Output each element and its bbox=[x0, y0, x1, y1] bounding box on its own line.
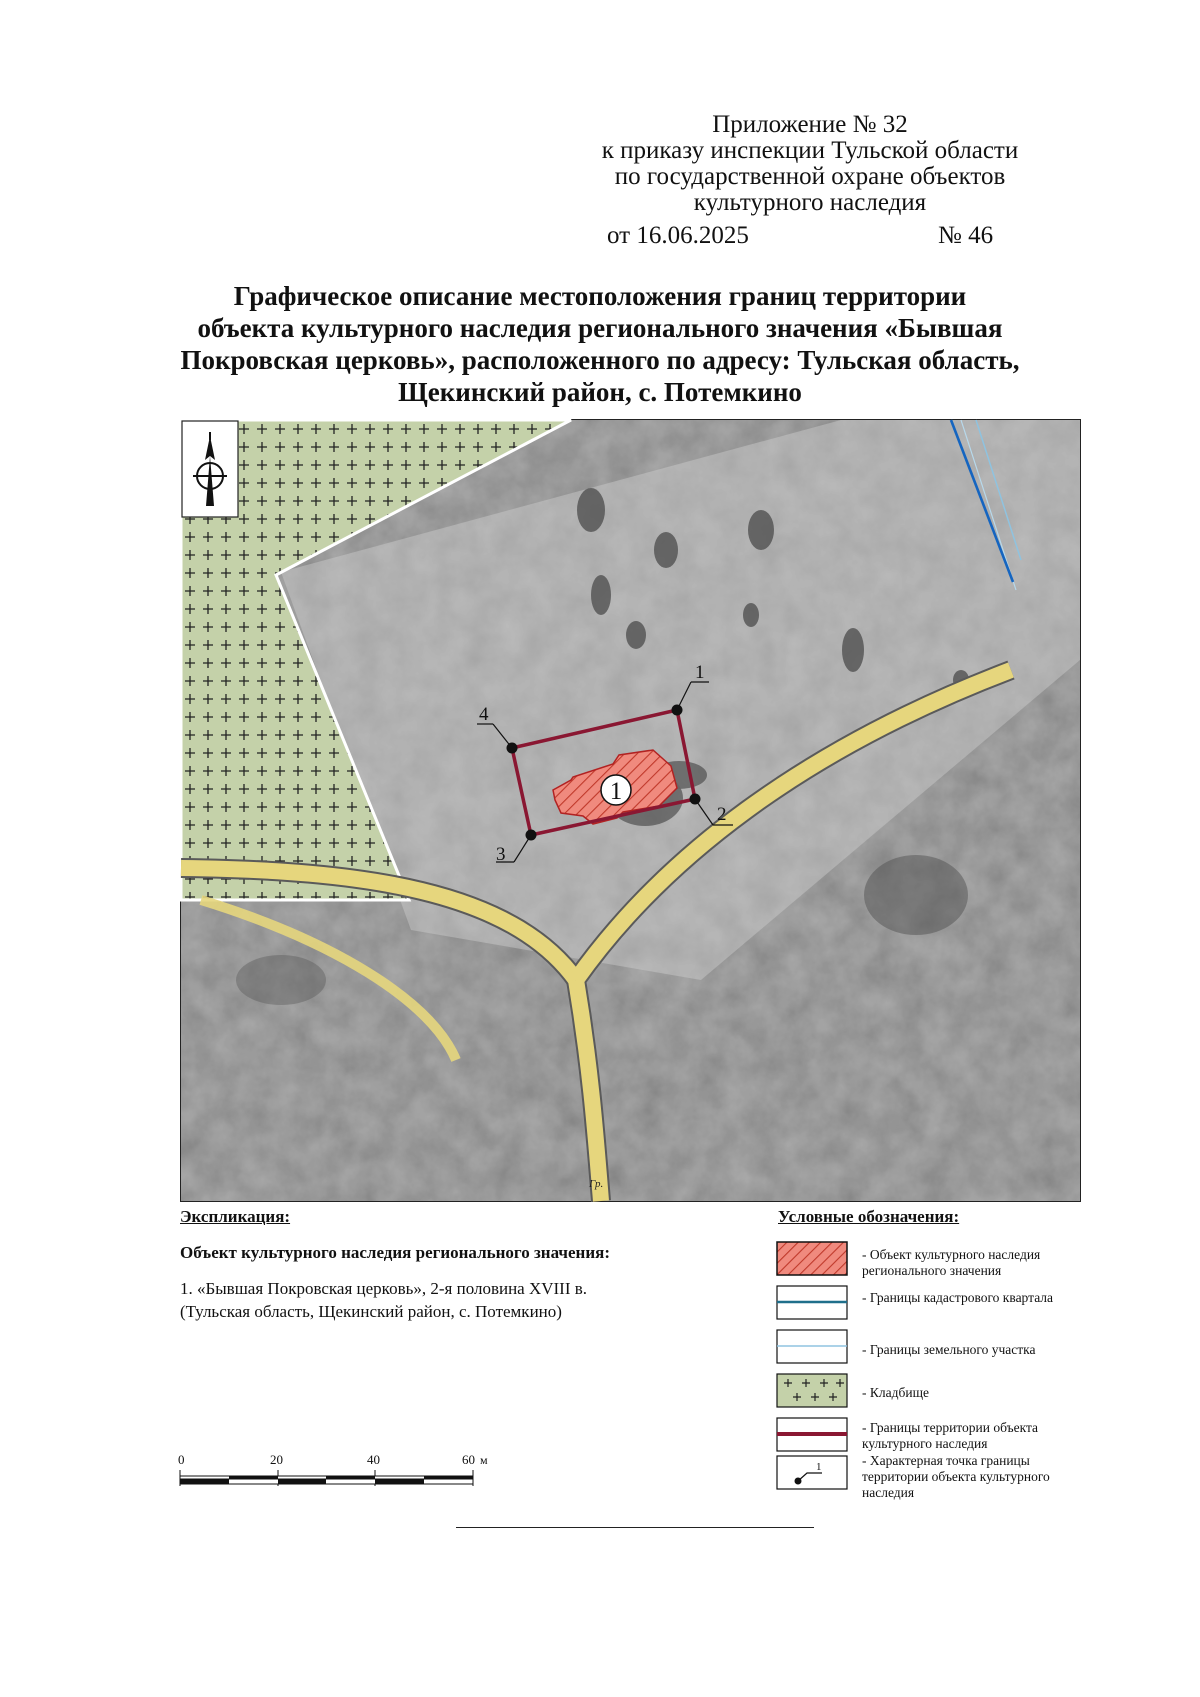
scale-bar bbox=[176, 1452, 486, 1496]
boundary-point-4 bbox=[507, 743, 518, 754]
explication-heading: Экспликация: bbox=[180, 1207, 291, 1226]
footer-rule bbox=[456, 1527, 814, 1528]
boundary-point-sample-label: 1 bbox=[816, 1461, 822, 1473]
land-plot-boundary-icon bbox=[776, 1329, 848, 1364]
title-line-2: объекта культурного наследия регионального значения «Бывшая bbox=[197, 313, 1003, 343]
scale-tick-0: 0 bbox=[178, 1452, 185, 1467]
title-line-3: Покровская церковь», расположенного по адресу: Тульская область, bbox=[180, 345, 1020, 375]
cadastral-boundary-icon bbox=[776, 1285, 848, 1320]
point-label-4: 4 bbox=[479, 704, 489, 725]
cemetery-icon bbox=[776, 1373, 848, 1408]
scale-unit: м bbox=[480, 1453, 488, 1467]
boundary-point-3 bbox=[526, 830, 537, 841]
boundary-point-icon bbox=[776, 1455, 848, 1490]
north-arrow-icon bbox=[182, 421, 238, 517]
explication-subheading: Объект культурного наследия регионального значения: bbox=[180, 1243, 610, 1262]
title-line-4: Щекинский район, с. Потемкино bbox=[398, 377, 802, 407]
appendix-number: Приложение № 32 bbox=[712, 111, 908, 138]
document-title bbox=[150, 280, 1050, 408]
order-number: № 46 bbox=[938, 222, 994, 249]
road-label: Гр. bbox=[589, 1178, 604, 1190]
object-label: 1 bbox=[609, 778, 623, 805]
legend-heading: Условные обозначения: bbox=[778, 1207, 960, 1226]
hatched-object-icon bbox=[776, 1241, 848, 1276]
scale-tick-60: 60 bbox=[462, 1452, 475, 1467]
legend-item-point: - Характерная точка границы территории объекта культурного наследия bbox=[862, 1453, 1050, 1500]
heritage-line: культурного наследия bbox=[693, 189, 927, 216]
inspection-name: по государственной охране объектов bbox=[614, 163, 1006, 190]
point-label-3: 3 bbox=[496, 844, 506, 865]
point-label-2: 2 bbox=[717, 804, 727, 825]
legend-item-object: - Объект культурного наследия регионального значения bbox=[862, 1247, 1041, 1278]
scale-tick-20: 20 bbox=[270, 1452, 283, 1467]
legend-item-cemetery: - Кладбище bbox=[862, 1385, 929, 1400]
boundary-point-2 bbox=[690, 794, 701, 805]
territory-boundary-icon bbox=[776, 1417, 848, 1452]
order-reference: к приказу инспекции Тульской области bbox=[601, 137, 1019, 164]
legend-item-land-plot: - Границы земельного участка bbox=[862, 1342, 1036, 1357]
legend-item-territory: - Границы территории объекта культурного наследия bbox=[862, 1420, 1039, 1451]
explication-item: 1. «Бывшая Покровская церковь», 2-я половина XVIII в. bbox=[180, 1279, 588, 1298]
explication-address: (Тульская область, Щекинский район, с. Потемкино) bbox=[180, 1302, 562, 1321]
order-date: от 16.06.2025 bbox=[607, 222, 749, 249]
boundary-point-1 bbox=[672, 705, 683, 716]
scale-tick-40: 40 bbox=[367, 1452, 380, 1467]
legend-item-cadastral: - Границы кадастрового квартала bbox=[862, 1290, 1054, 1305]
title-line-1: Графическое описание местоположения границ территории bbox=[233, 281, 967, 311]
site-map bbox=[180, 419, 1081, 1202]
point-label-1: 1 bbox=[695, 662, 705, 683]
